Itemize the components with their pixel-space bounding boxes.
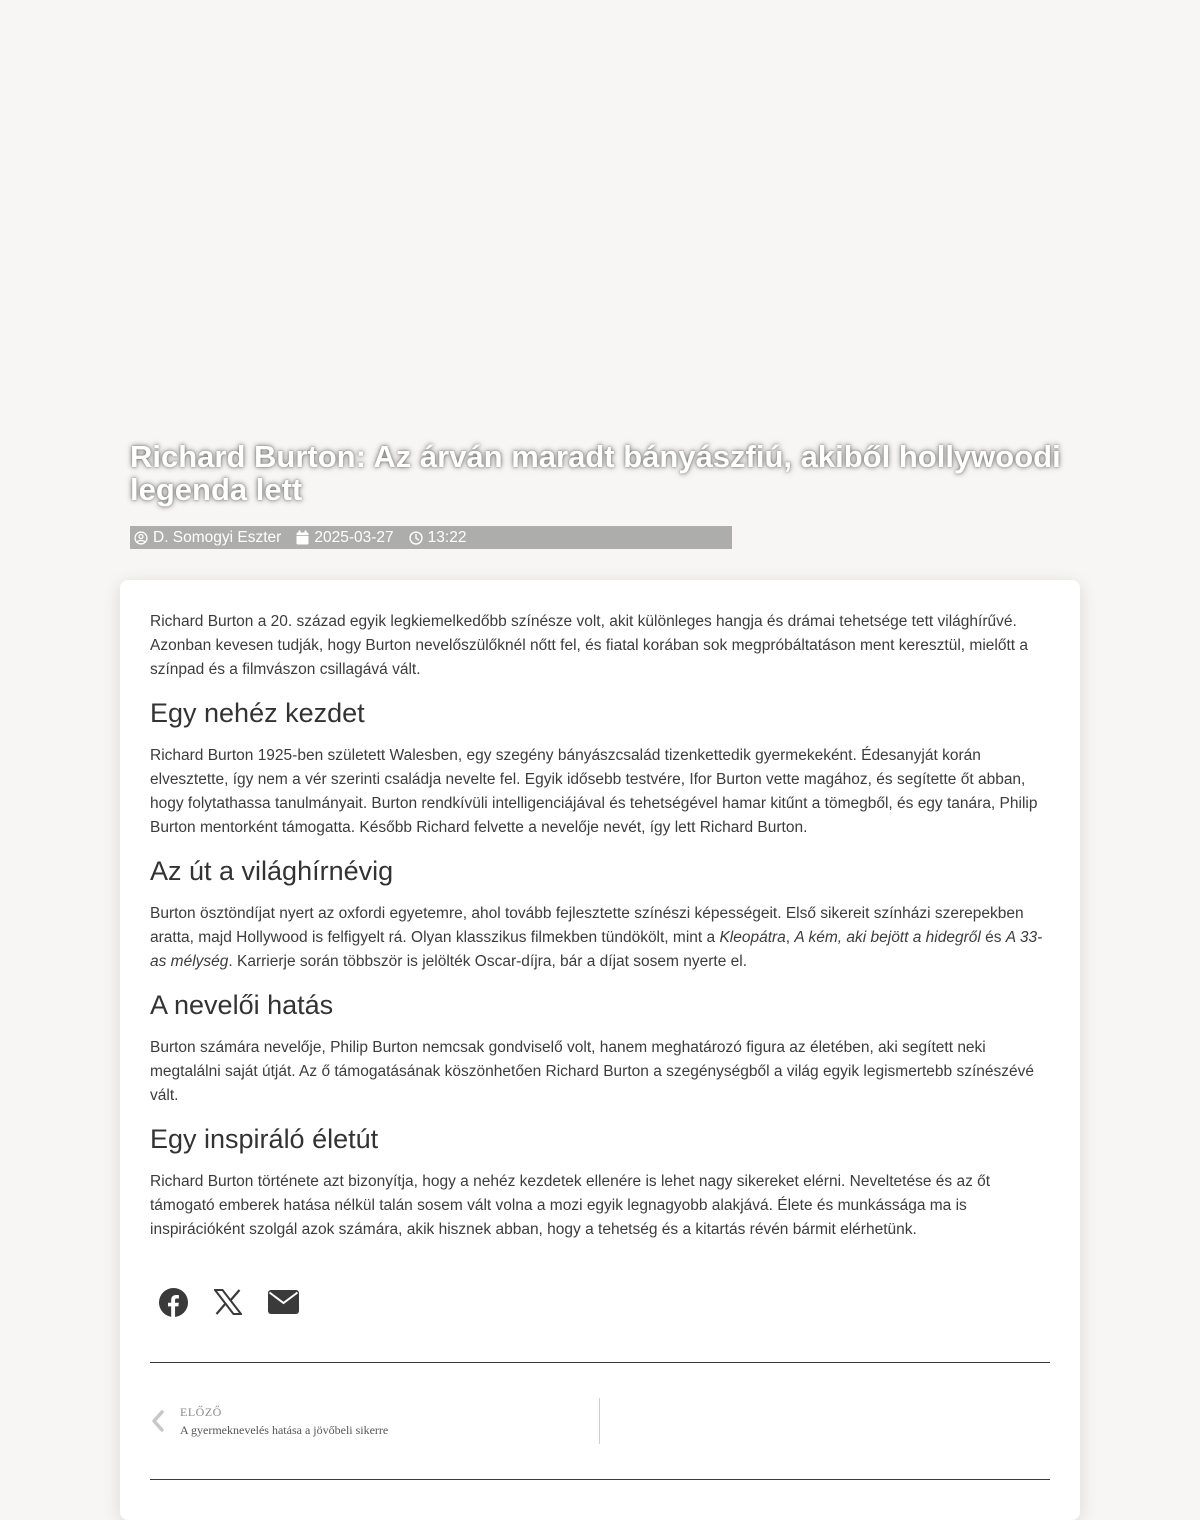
previous-post-link[interactable] [150, 1398, 600, 1444]
share-x-button[interactable] [211, 1285, 245, 1319]
hero-banner [0, 0, 1200, 580]
section-paragraph-2 [150, 902, 1050, 974]
calendar-icon [296, 530, 309, 545]
film-title: A kém, aki bejött a hidegről [794, 929, 981, 946]
share-buttons [150, 1284, 1050, 1320]
post-date[interactable] [296, 529, 393, 547]
previous-post-text [180, 1405, 388, 1438]
share-facebook-button[interactable] [156, 1285, 190, 1319]
separator: és [980, 929, 1006, 946]
date-text: 2025-03-27 [314, 528, 394, 546]
chevron-left-icon [150, 1410, 180, 1432]
x-twitter-icon [214, 1289, 242, 1315]
post-navigation [150, 1363, 1050, 1479]
user-circle-icon [134, 531, 148, 545]
film-title: Kleopátra [719, 929, 786, 946]
paragraph-text: Burton ösztöndíjat nyert az oxfordi egyetemre, ahol tovább fejlesztette színészi képességeit. Első sikereit színházi szerepekben aratta, majd Hollywood is felfigyelt rá. Olyan klasszikus filmekben tündökölt, mint a [150, 905, 1024, 946]
facebook-icon [158, 1287, 189, 1318]
author-name: D. Somogyi Eszter [153, 528, 282, 546]
previous-post-title: A gyermeknevelés hatása a jövőbeli sikerre [180, 1422, 389, 1437]
post-nav-bottom-divider [150, 1479, 1050, 1480]
post-meta-bar [130, 526, 732, 549]
separator: , [785, 929, 795, 946]
section-paragraph-3: Burton számára nevelője, Philip Burton nemcsak gondviselő volt, hanem meghatározó figura az életében, aki segített neki megtalálni saját útját. Az ő támogatásának köszönhetően Richard Burton a szegénységből a világ egyik legismertebb színészévé vált. [150, 1039, 1035, 1104]
clock-icon [409, 531, 423, 545]
section-paragraph-1: Richard Burton 1925-ben született Walesben, egy szegény bányászcsalád tizenkettedik gyermekeként. Édesanyját korán elvesztette, így nem a vér szerinti családja nevelte fel. Egyik idősebb testvére, Ifor Burton vette magához, és segítette őt abban, hogy folytathassa tanulmányait. Burton rendkívüli intelligenciájával és tehetségével hamar kitűnt a tömegből, és egy tanára, Philip Burton mentorként támogatta. Később Richard felvette a nevelője nevét, így lett Richard Burton. [150, 747, 1038, 836]
share-email-button[interactable] [266, 1285, 300, 1319]
section-heading-3: A nevelői hatás [150, 990, 334, 1020]
paragraph-text: . Karrierje során többször is jelölték Oscar-díjra, bár a díjat sosem nyerte el. [228, 953, 748, 970]
time-text: 13:22 [427, 528, 467, 546]
intro-paragraph: Richard Burton a 20. század egyik legkiemelkedőbb színésze volt, akit különleges hangja és drámai tehetsége tett világhírűvé. Azonban kevesen tudják, hogy Burton nevelőszülőknél nőtt fel, és fiatal korában sok megpróbáltatáson ment keresztül, mielőtt a színpad és a filmvászon csillagává vált. [150, 613, 1028, 678]
previous-post-label: ELŐZŐ [180, 1404, 222, 1419]
section-paragraph-4: Richard Burton története azt bizonyítja, hogy a nehéz kezdetek ellenére is lehet nagy sikereket elérni. Neveltetése és az őt támogató emberek hatása nélkül talán sosem vált volna a mozi egyik legnagyobb alakjává. Élete és munkássága ma is inspirációként szolgál azok számára, akik hisznek abban, hogy a tehetség és a kitartás révén bármit elérhetünk. [150, 1173, 991, 1238]
article-card [120, 580, 1080, 1520]
envelope-icon [268, 1290, 299, 1314]
section-heading-2: Az út a világhírnévig [150, 856, 394, 886]
article-body [150, 610, 1050, 1242]
section-heading-1: Egy nehéz kezdet [150, 698, 365, 728]
post-time[interactable] [409, 529, 467, 547]
post-author[interactable] [134, 529, 281, 547]
section-heading-4: Egy inspiráló életút [150, 1124, 379, 1154]
post-title: Richard Burton: Az árván maradt bányászfiú, akiből hollywoodi legenda lett [130, 439, 1061, 507]
film-title: A 33-as mélység [150, 929, 1043, 970]
